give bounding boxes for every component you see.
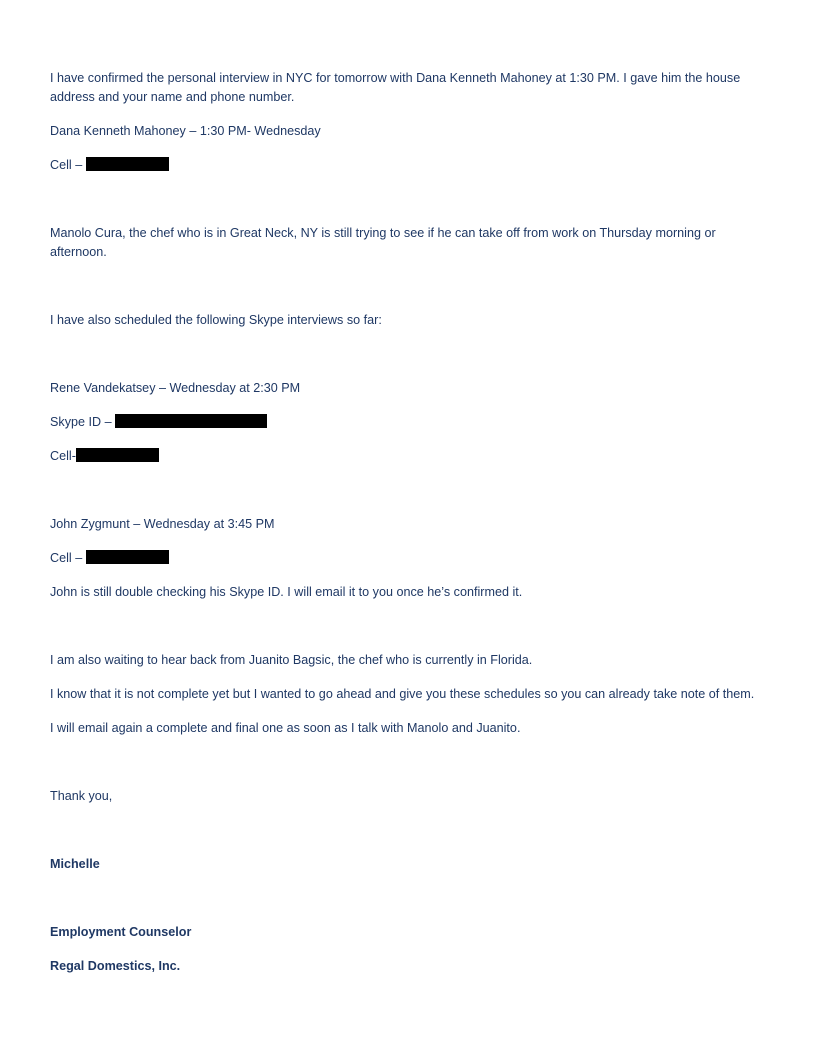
paragraph-incomplete-note: I know that it is not complete yet but I wanted to go ahead and give you these schedules so you can already take note of them. [50, 687, 755, 701]
skype-id-label: Skype ID – [50, 415, 116, 429]
email-body [50, 69, 770, 976]
paragraph-interview-confirmation: I have confirmed the personal interview in NYC for tomorrow with Dana Kenneth Mahoney at 1:30 PM. I gave him the house address and your name and phone number. [50, 71, 741, 104]
paragraph-rene-cell [50, 447, 770, 466]
cell-label: Cell – [50, 551, 86, 565]
paragraph-john-cell [50, 549, 770, 568]
signature-title: Employment Counselor [50, 925, 192, 939]
paragraph-john-skype-status: John is still double checking his Skype ID. I will email it to you once he’s confirmed it. [50, 585, 523, 599]
paragraph-dana-schedule: Dana Kenneth Mahoney – 1:30 PM- Wednesday [50, 124, 321, 138]
redaction-block [76, 448, 159, 462]
redaction-block [86, 157, 169, 171]
paragraph-manolo-status: Manolo Cura, the chef who is in Great Neck, NY is still trying to see if he can take off from work on Thursday morning or afternoon. [50, 226, 716, 259]
paragraph-dana-cell [50, 156, 770, 175]
signature-company: Regal Domestics, Inc. [50, 959, 181, 973]
paragraph-skype-intro: I have also scheduled the following Skype interviews so far: [50, 313, 382, 327]
cell-label: Cell- [50, 449, 76, 463]
redaction-block [115, 414, 267, 428]
closing-line: Thank you, [50, 789, 113, 803]
paragraph-followup-note: I will email again a complete and final one as soon as I talk with Manolo and Juanito. [50, 721, 521, 735]
paragraph-juanito-status: I am also waiting to hear back from Juanito Bagsic, the chef who is currently in Florida. [50, 653, 533, 667]
paragraph-rene-schedule: Rene Vandekatsey – Wednesday at 2:30 PM [50, 381, 301, 395]
redaction-block [86, 550, 169, 564]
paragraph-john-schedule: John Zygmunt – Wednesday at 3:45 PM [50, 517, 275, 531]
signature-name: Michelle [50, 857, 100, 871]
cell-label: Cell – [50, 158, 86, 172]
paragraph-rene-skype [50, 413, 770, 432]
